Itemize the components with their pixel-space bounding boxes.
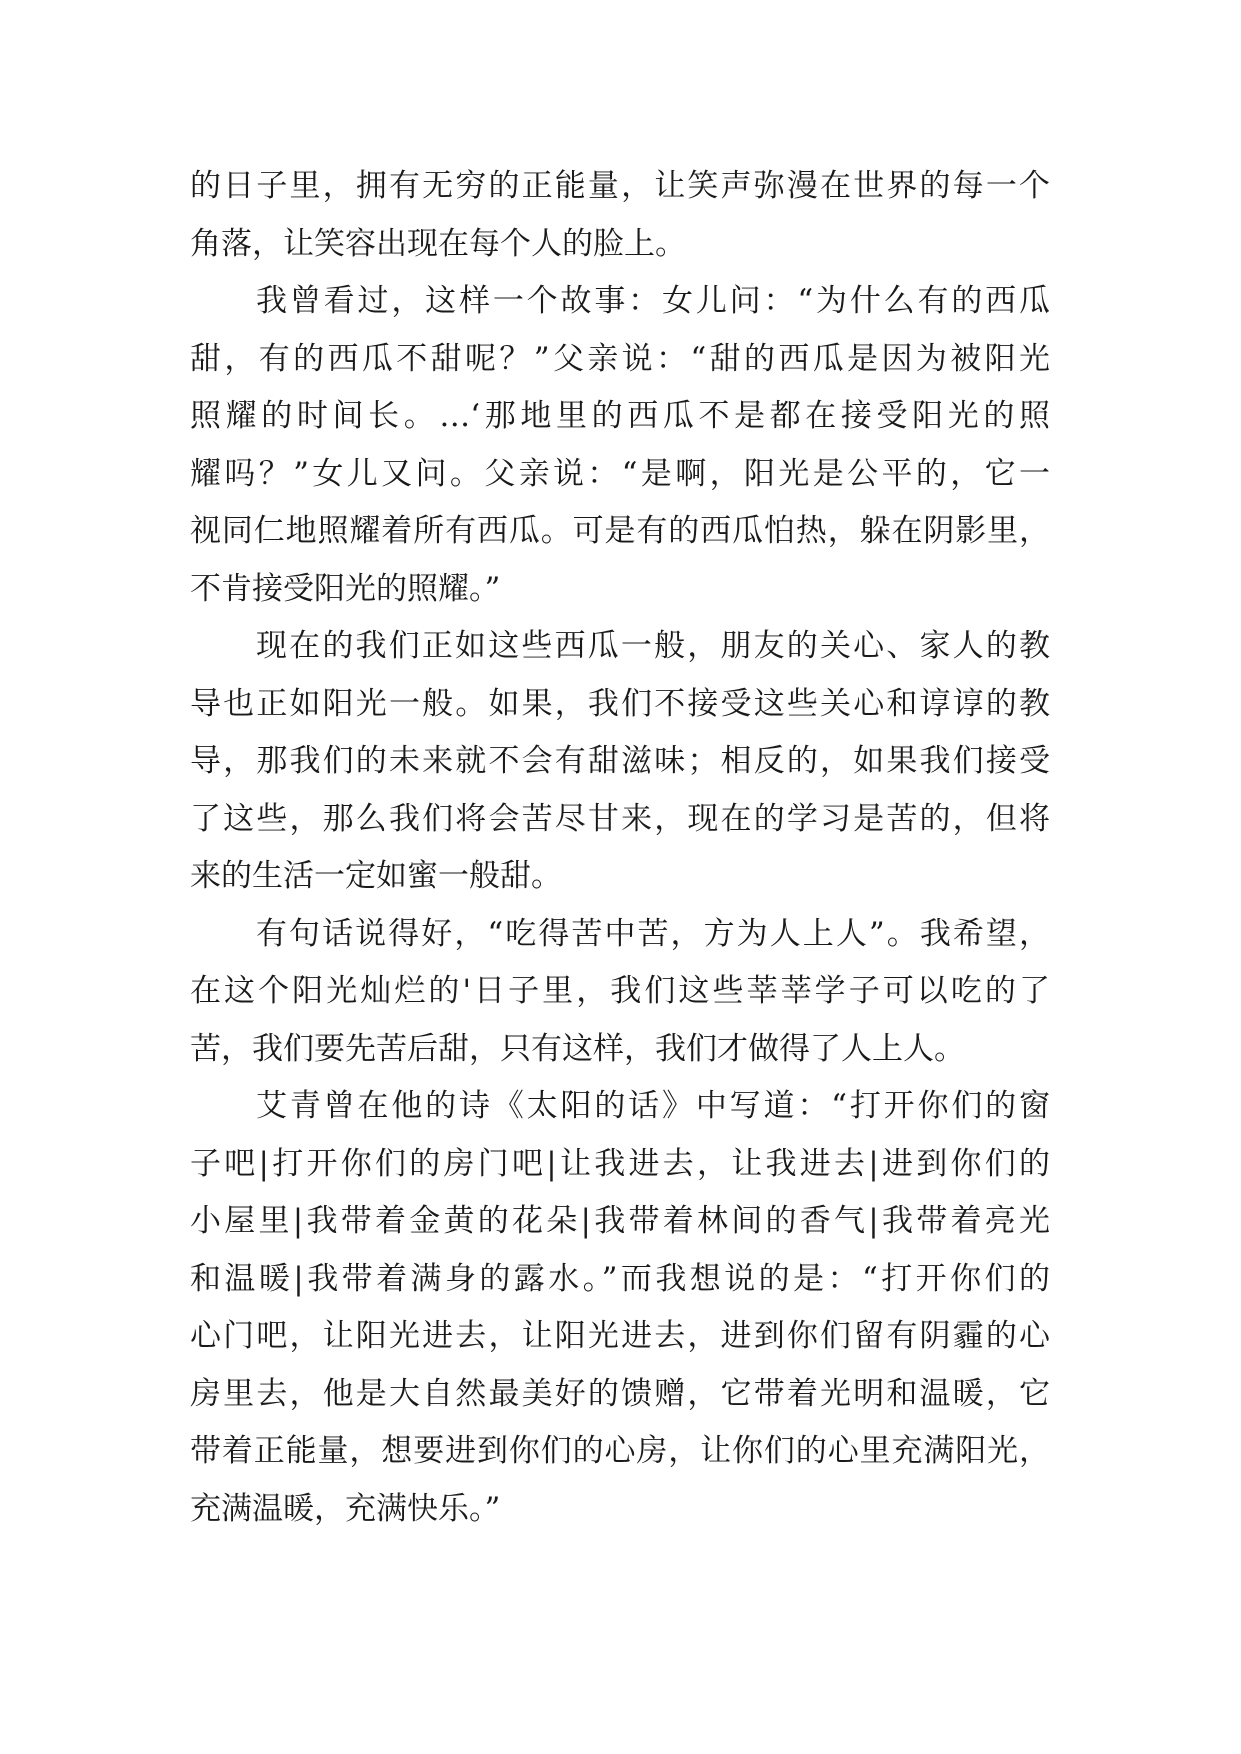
text-line: 子吧|打开你们的房门吧|让我进去，让我进去|进到你们的 (190, 1145, 1050, 1182)
text-line: 角落，让笑容出现在每个人的脸上。 (190, 225, 686, 262)
text-line: 和温暖|我带着满身的露水。”而我想说的是：“打开你们的 (190, 1260, 1050, 1297)
text-line: 了这些，那么我们将会苦尽甘来，现在的学习是苦的，但将 (190, 800, 1050, 837)
text-line: 心门吧，让阳光进去，让阳光进去，进到你们留有阴霾的心 (190, 1318, 1050, 1354)
document-body (190, 158, 1050, 1538)
text-line: 小屋里|我带着金黄的花朵|我带着林间的香气|我带着亮光 (190, 1203, 1050, 1239)
paragraph-2 (190, 273, 1050, 618)
text-line: 导也正如阳光一般。如果，我们不接受这些关心和谆谆的教 (190, 685, 1050, 722)
text-line: 现在的我们正如这些西瓜一般，朋友的关心、家人的教 (256, 628, 1050, 664)
text-line: 导，那我们的未来就不会有甜滋味；相反的，如果我们接受 (190, 743, 1050, 779)
text-line: 耀吗？”女儿又问。父亲说：“是啊，阳光是公平的，它一 (190, 455, 1050, 492)
text-line: 来的生活一定如蜜一般甜。 (190, 858, 562, 894)
text-line: 充满温暖，充满快乐。” (190, 1490, 501, 1527)
text-line: 不肯接受阳光的照耀。” (190, 570, 501, 607)
text-line: 在这个阳光灿烂的'日子里，我们这些莘莘学子可以吃的了 (190, 973, 1050, 1009)
text-line: 视同仁地照耀着所有西瓜。可是有的西瓜怕热，躲在阴影里， (190, 513, 1050, 549)
paragraph-1 (190, 158, 1050, 273)
paragraph-3 (190, 618, 1050, 906)
text-line: 房里去，他是大自然最美好的馈赠，它带着光明和温暖，它 (190, 1375, 1050, 1412)
text-line: 照耀的时间长。…‘那地里的西瓜不是都在接受阳光的照 (190, 398, 1050, 434)
text-line: 艾青曾在他的诗《太阳的话》中写道：“打开你们的窗 (256, 1088, 1050, 1124)
paragraph-4 (190, 906, 1050, 1079)
paragraph-5 (190, 1078, 1050, 1538)
text-line: 苦，我们要先苦后甜，只有这样，我们才做得了人上人。 (190, 1030, 965, 1067)
text-line: 有句话说得好，“吃得苦中苦，方为人上人”。我希望， (256, 915, 1050, 952)
text-line: 甜，有的西瓜不甜呢？”父亲说：“甜的西瓜是因为被阳光 (190, 340, 1050, 377)
text-line: 带着正能量，想要进到你们的心房，让你们的心里充满阳光， (190, 1433, 1050, 1469)
text-line: 我曾看过，这样一个故事：女儿问：“为什么有的西瓜 (256, 283, 1050, 319)
text-line: 的日子里，拥有无穷的正能量，让笑声弥漫在世界的每一个 (190, 168, 1050, 204)
